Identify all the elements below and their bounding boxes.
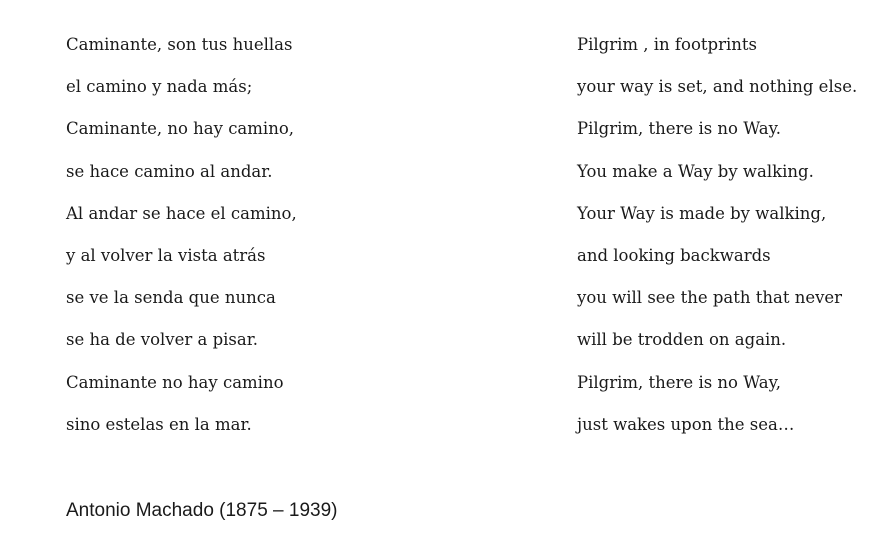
spanish-verse-line: se hace camino al andar. [66,161,273,181]
spanish-verse-line: se ha de volver a pisar. [66,330,259,350]
english-verse-line: your way is set, and nothing else. [577,77,858,97]
spanish-verse-line: sino estelas en la mar. [66,414,252,434]
spanish-verse-line: Caminante no hay camino [66,372,284,392]
spanish-verse-line: el camino y nada más; [66,77,253,97]
english-verse-line: and looking backwards [577,245,771,265]
spanish-verse-line: Caminante, no hay camino, [66,119,295,139]
english-verse-line: Pilgrim , in footprints [577,35,757,54]
english-verse-line: Your Way is made by walking, [577,203,827,223]
spanish-verse-line: Al andar se hace el camino, [66,203,297,223]
spanish-verse-column [66,31,506,453]
english-verse-line: Pilgrim, there is no Way. [577,119,781,139]
spanish-verse-line: Caminante, son tus huellas [66,35,293,54]
english-translation-column [577,31,877,453]
author-attribution: Antonio Machado (1875 – 1939) [66,500,338,521]
spanish-verse-line: y al volver la vista atrás [66,245,266,265]
english-verse-line: Pilgrim, there is no Way, [577,372,781,392]
english-verse-line: just wakes upon the sea… [577,414,795,434]
spanish-verse-line: se ve la senda que nunca [66,288,276,308]
english-verse-line: will be trodden on again. [577,330,787,350]
english-verse-line: You make a Way by walking. [577,161,814,181]
english-verse-line: you will see the path that never [577,288,843,308]
